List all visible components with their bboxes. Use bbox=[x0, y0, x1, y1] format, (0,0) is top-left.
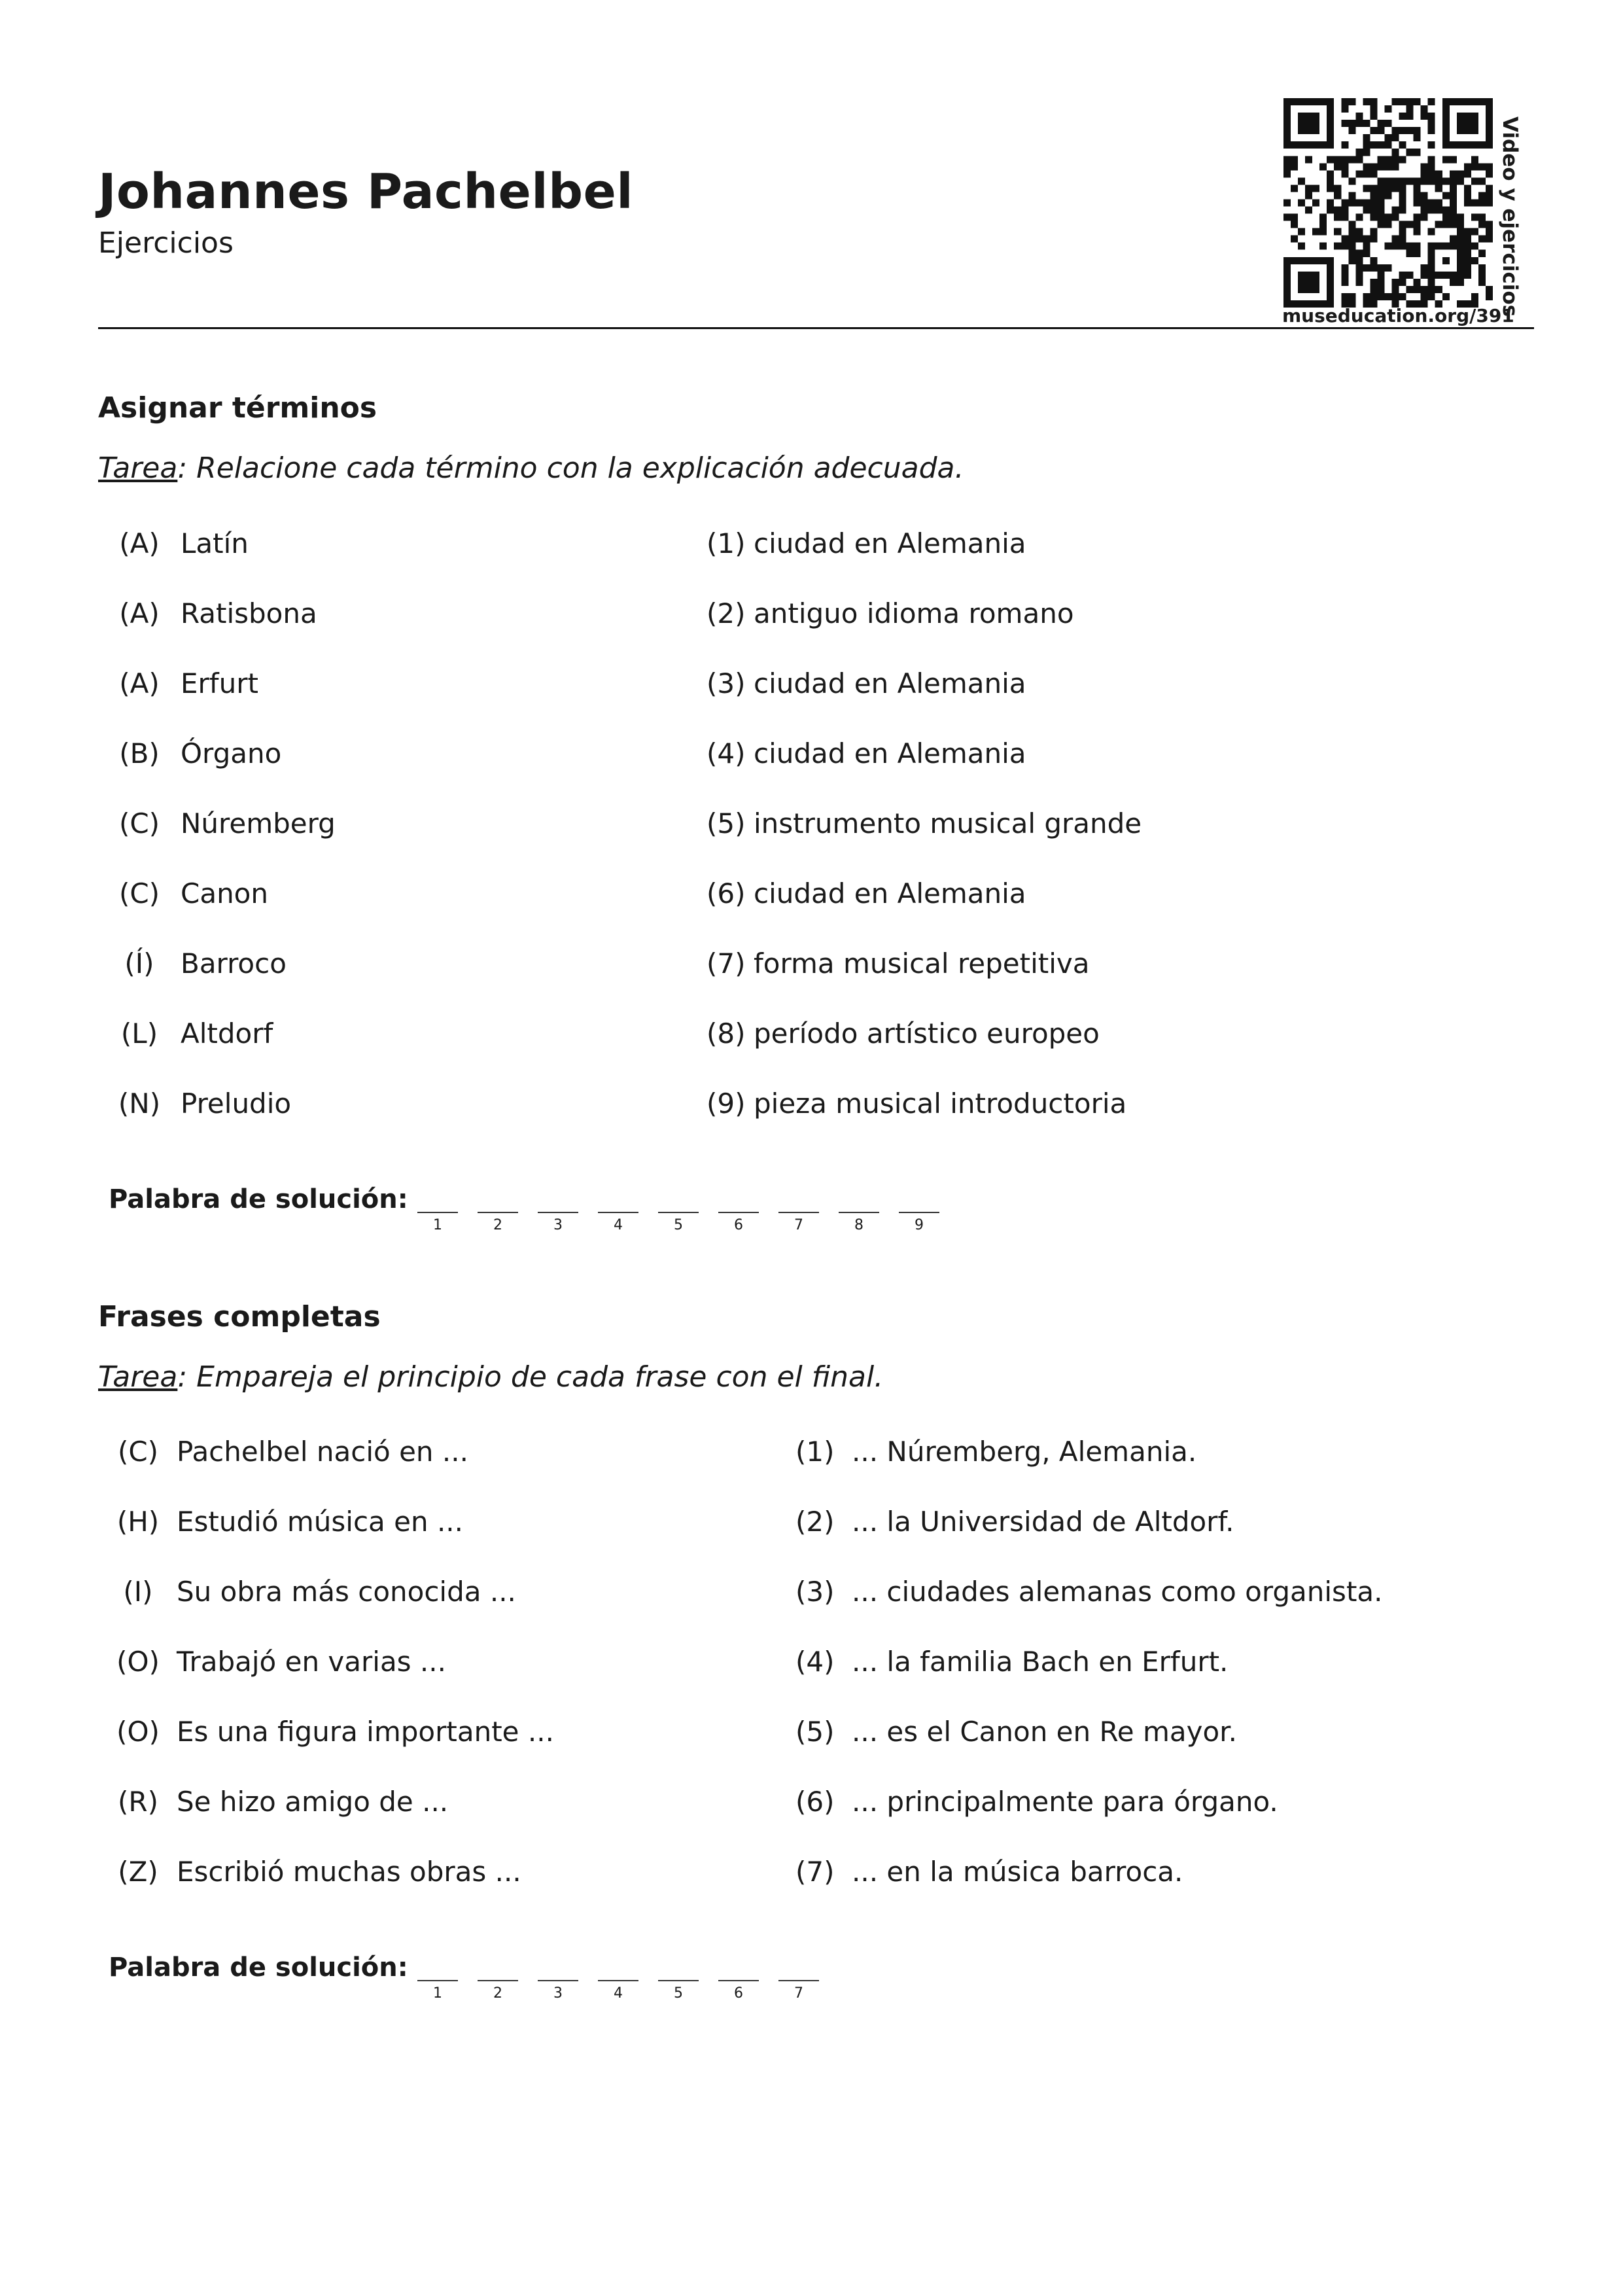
sentence-end-text: ... la familia Bach en Erfurt. bbox=[852, 1646, 1229, 1678]
section2-task bbox=[98, 1360, 883, 1394]
sentence-end-text: ... la Universidad de Altdorf. bbox=[852, 1506, 1234, 1538]
qr-side-label: Video y ejercicios bbox=[1498, 116, 1522, 317]
sentence-start-letter: (C) bbox=[117, 1436, 159, 1468]
sentence-start-text: Escribió muchas obras ... bbox=[177, 1856, 521, 1888]
explanation-text: ciudad en Alemania bbox=[754, 877, 1026, 910]
solution-number: 1 bbox=[433, 1985, 442, 2002]
explanation-text: forma musical repetitiva bbox=[754, 947, 1090, 980]
solution-number: 5 bbox=[674, 1217, 683, 1233]
section1-task-text: : Relacione cada término con la explicación adecuada. bbox=[177, 451, 964, 485]
solution-blank[interactable] bbox=[538, 1980, 578, 1981]
solution-number: 1 bbox=[433, 1217, 442, 1233]
solution-number: 3 bbox=[553, 1217, 563, 1233]
explanation-text: pieza musical introductoria bbox=[754, 1087, 1127, 1120]
sentence-end-text: ... es el Canon en Re mayor. bbox=[852, 1716, 1237, 1748]
solution-blank[interactable] bbox=[778, 1980, 819, 1981]
term-letter: (A) bbox=[119, 527, 160, 559]
section2-task-label: Tarea bbox=[98, 1360, 178, 1394]
solution-blank[interactable] bbox=[899, 1212, 939, 1213]
solution-blank[interactable] bbox=[478, 1212, 518, 1213]
sentence-start-letter: (I) bbox=[123, 1576, 153, 1608]
term-label: Núremberg bbox=[181, 807, 336, 839]
term-label: Latín bbox=[181, 527, 249, 559]
explanation-text: antiguo idioma romano bbox=[754, 597, 1074, 629]
explanation-text: ciudad en Alemania bbox=[754, 667, 1026, 699]
explanation-number: (8) bbox=[707, 1017, 746, 1050]
solution-blank[interactable] bbox=[778, 1212, 819, 1213]
explanation-text: instrumento musical grande bbox=[754, 807, 1142, 839]
qr-url[interactable]: museducation.org/391 bbox=[1282, 305, 1514, 327]
sentence-start-text: Es una figura importante ... bbox=[177, 1716, 554, 1748]
page-subtitle: Ejercicios bbox=[98, 226, 234, 260]
term-letter: (A) bbox=[119, 667, 160, 699]
sentence-end-number: (3) bbox=[795, 1576, 835, 1608]
explanation-number: (1) bbox=[707, 527, 746, 559]
explanation-number: (5) bbox=[707, 807, 746, 839]
solution-number: 4 bbox=[614, 1217, 623, 1233]
solution-blank[interactable] bbox=[598, 1212, 638, 1213]
term-letter: (N) bbox=[118, 1087, 161, 1120]
solution-blank[interactable] bbox=[658, 1980, 699, 1981]
term-letter: (L) bbox=[120, 1017, 158, 1050]
sentence-end-number: (2) bbox=[795, 1506, 835, 1538]
sentence-end-number: (4) bbox=[795, 1646, 835, 1678]
explanation-number: (7) bbox=[707, 947, 746, 980]
term-label: Canon bbox=[181, 877, 268, 910]
sentence-start-text: Estudió música en ... bbox=[177, 1506, 464, 1538]
solution-number: 7 bbox=[794, 1985, 803, 2002]
solution-blank[interactable] bbox=[478, 1980, 518, 1981]
sentence-start-text: Se hizo amigo de ... bbox=[177, 1786, 449, 1818]
solution-number: 2 bbox=[493, 1985, 502, 2002]
sentence-end-text: ... Núremberg, Alemania. bbox=[852, 1436, 1197, 1468]
section1-title: Asignar términos bbox=[98, 391, 377, 425]
header-divider bbox=[98, 327, 1534, 329]
term-label: Preludio bbox=[181, 1087, 292, 1120]
sentence-start-letter: (O) bbox=[116, 1646, 160, 1678]
solution-blank[interactable] bbox=[718, 1980, 759, 1981]
solution-number: 3 bbox=[553, 1985, 563, 2002]
solution-blank[interactable] bbox=[417, 1980, 458, 1981]
term-letter: (C) bbox=[118, 877, 160, 910]
term-label: Órgano bbox=[181, 737, 282, 769]
solution-blank[interactable] bbox=[598, 1980, 638, 1981]
sentence-end-text: ... ciudades alemanas como organista. bbox=[852, 1576, 1383, 1608]
section2-task-text: : Empareja el principio de cada frase con el final. bbox=[177, 1360, 884, 1394]
sentence-start-letter: (Z) bbox=[118, 1856, 158, 1888]
explanation-number: (4) bbox=[707, 737, 746, 769]
section2-title: Frases completas bbox=[98, 1300, 381, 1333]
solution-blank[interactable] bbox=[839, 1212, 879, 1213]
sentence-start-letter: (O) bbox=[116, 1716, 160, 1748]
sentence-start-letter: (R) bbox=[118, 1786, 158, 1818]
explanation-number: (2) bbox=[707, 597, 746, 629]
section1-task-label: Tarea bbox=[98, 451, 178, 485]
solution-number: 7 bbox=[794, 1217, 803, 1233]
section2-solution-label: Palabra de solución: bbox=[109, 1952, 408, 1983]
solution-number: 6 bbox=[734, 1985, 743, 2002]
solution-blank[interactable] bbox=[718, 1212, 759, 1213]
explanation-text: ciudad en Alemania bbox=[754, 737, 1026, 769]
sentence-end-text: ... principalmente para órgano. bbox=[852, 1786, 1278, 1818]
sentence-start-letter: (H) bbox=[116, 1506, 160, 1538]
sentence-start-text: Su obra más conocida ... bbox=[177, 1576, 516, 1608]
sentence-end-number: (6) bbox=[795, 1786, 835, 1818]
section1-task bbox=[98, 451, 964, 485]
term-label: Ratisbona bbox=[181, 597, 317, 629]
sentence-start-text: Pachelbel nació en ... bbox=[177, 1436, 468, 1468]
term-letter: (Í) bbox=[124, 947, 154, 980]
explanation-text: ciudad en Alemania bbox=[754, 527, 1026, 559]
qr-code[interactable] bbox=[1283, 98, 1493, 308]
term-letter: (A) bbox=[119, 597, 160, 629]
solution-blank[interactable] bbox=[658, 1212, 699, 1213]
solution-blank[interactable] bbox=[417, 1212, 458, 1213]
solution-number: 8 bbox=[854, 1217, 864, 1233]
term-label: Barroco bbox=[181, 947, 287, 980]
term-label: Altdorf bbox=[181, 1017, 273, 1050]
sentence-start-text: Trabajó en varias ... bbox=[177, 1646, 446, 1678]
term-letter: (C) bbox=[118, 807, 160, 839]
sentence-end-number: (7) bbox=[795, 1856, 835, 1888]
solution-number: 2 bbox=[493, 1217, 502, 1233]
solution-number: 5 bbox=[674, 1985, 683, 2002]
explanation-number: (3) bbox=[707, 667, 746, 699]
sentence-end-text: ... en la música barroca. bbox=[852, 1856, 1183, 1888]
solution-number: 9 bbox=[915, 1217, 924, 1233]
solution-number: 4 bbox=[614, 1985, 623, 2002]
term-label: Erfurt bbox=[181, 667, 258, 699]
term-letter: (B) bbox=[119, 737, 160, 769]
explanation-number: (9) bbox=[707, 1087, 746, 1120]
section1-solution-label: Palabra de solución: bbox=[109, 1184, 408, 1214]
sentence-end-number: (5) bbox=[795, 1716, 835, 1748]
page-title: Johannes Pachelbel bbox=[98, 164, 634, 220]
explanation-text: período artístico europeo bbox=[754, 1017, 1100, 1050]
explanation-number: (6) bbox=[707, 877, 746, 910]
solution-blank[interactable] bbox=[538, 1212, 578, 1213]
sentence-end-number: (1) bbox=[795, 1436, 835, 1468]
solution-number: 6 bbox=[734, 1217, 743, 1233]
